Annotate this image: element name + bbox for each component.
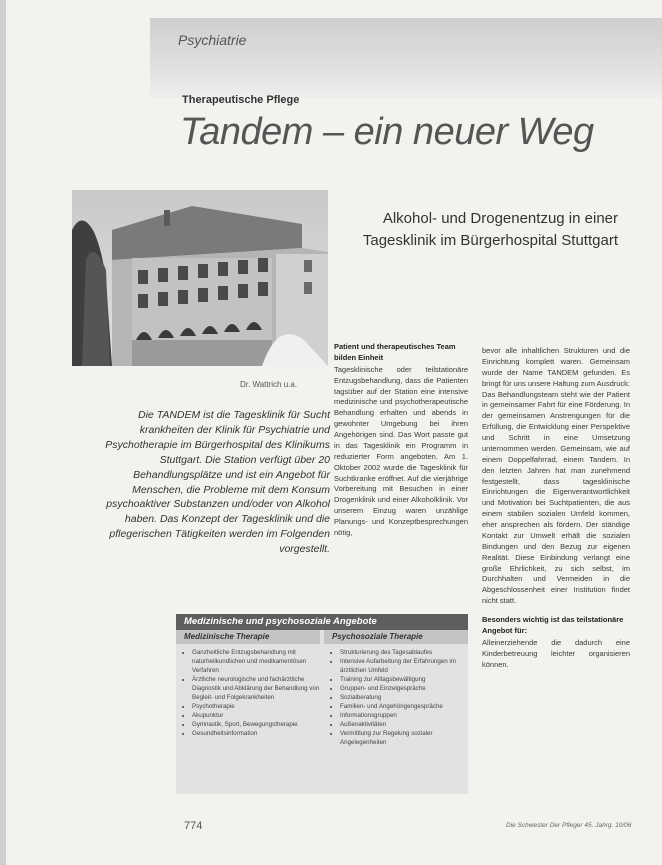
list-item: • Psychotherapie [192,703,320,712]
building-illustration [72,190,328,366]
article-heading-1: Patient und therapeutisches Team bilden Einheit [334,342,456,362]
subtitle [363,208,618,252]
article-paragraph-1: Tagesklinische oder teilstationäre Entzugsbehandlung, dass die Patienten tagsüber auf der Station eine intensive medizinische und psychotherapeutische Behandlung erhalten und abends in gewohnter Umgebung bei ihren Angehörigen sind. Das Wort passte gut in das Tagesklinik ein Programm in reduzierter Form angeboten. Am 1. Oktober 2002 wurde die Tagesklinik für Suchtkranke eröffnet. Auf die vierjährige Vorbereitung mit Besuchen in einer Drogenklinik und einer Alkoholklinik. Vor unserem Einzug waren unzählige Planungs- und Konzeptbesprechungen nötig, [334,364,468,537]
list-item: • Ärztliche neurologische und fachärztliche Diagnostik und Abklärung der Behandlung von Begleit- und Folgekrankheiten [192,676,320,703]
list-item: • Ganzheitliche Entzugsbehandlung mit naturheilkundlichen und medikamentösen Verfahren [192,649,320,676]
list-item: • Strukturierung des Tagesablaufes [340,649,468,658]
psychosocial-therapy-list [324,649,468,748]
medical-therapy-column [176,630,320,739]
article-heading-2: Besonders wichtig ist das teilstationäre Angebot für: [482,615,624,635]
offers-box-body [176,630,468,794]
page-edge [0,0,6,865]
subtitle-line-1: Alkohol- und Drogenentzug in einer [382,210,618,227]
psychosocial-therapy-column [324,630,468,748]
article-paragraph-3: Alleinerziehende die dadurch eine Kinderbetreuung leichter organisieren können. [482,637,630,669]
offers-box [176,614,468,794]
subtitle-line-2: Tagesklinik im Bürgerhospital Stuttgart [362,231,618,249]
list-item: • Außenaktivitäten [340,721,468,730]
list-item: • Informationsgruppen [340,712,468,721]
medical-therapy-list [176,649,320,739]
list-item: • Gruppen- und Einzelgespräche [340,685,468,694]
list-item: • Intensive Aufarbeitung der Erfahrungen im ärztlichen Umfeld [340,658,468,676]
list-item: • Akupunktur [192,712,320,721]
header-band [150,18,662,98]
medical-therapy-heading: Medizinische Therapie [176,630,320,644]
list-item: • Familien- und Angehörigengespräche [340,703,468,712]
list-item: • Gesundheitsinformation [192,730,320,739]
list-item: • Sozialberatung [340,694,468,703]
psychosocial-therapy-heading: Psychosoziale Therapie [324,630,468,644]
article-column-2 [334,342,468,539]
page-number: 774 [184,820,203,832]
list-item: • Training zur Alltagsbewältigung [340,676,468,685]
intro-text: Die TANDEM ist die Tagesklinik für Sucht krankheiten der Klinik für Psychiatrie und Psychotherapie im Bürgerhospital des Klinikums Stuttgart. Die Station verfügt über 20 Behandlungsplätze und ist ein Angebot für Menschen, die Probleme mit dem Konsum psychoaktiver Substanzen und/oder von Alkohol haben. Das Konzept der Tagesklinik und die pflegerischen Tätigkeiten werden im Folgenden vorgestellt. [105,409,330,556]
list-item: • Gymnastik, Sport, Bewegungstherapie [192,721,320,730]
offers-box-title: Medizinische und psychosoziale Angebote [176,614,468,630]
kicker: Therapeutische Pflege [182,94,300,106]
journal-source: Die Schwester Der Pfleger 45. Jahrg. 10/06 [506,822,632,829]
article-column-3 [482,346,630,670]
article-paragraph-2: bevor alle inhaltlichen Strukturen und die Einrichtung komplett waren. Gemeinsam wurde der Name TANDEM gefunden. Es bringt für uns unsere Haltung zum Ausdruck: Das Behandlungsteam steht wie der Patient in gemeinsamer Fahrt für eine Förderung. In der gemeinsamen Anstrengungen für die Erfüllung, die Entwicklung einer Perspektive und Schritt in eine Umsetzung unternommen werden. Gemeinsam, wie auf einem Doppelfahrrad, einem Tandem. In den letzten Jahren hat man zunehmend festgestellt, dass tagesklinische Einrichtungen die Eigenverantwortlichkeit und Motivation bei Suchtpatienten, die aus einem stabilen sozialen Umfeld kommen, eher ansprechen als fördern. Der ständige Kontakt zur Umwelt erhält die sozialen Bindungen und den Bezug zur eigenen Realität. Diese Einbindung verlangt eine große Ehrlichkeit, zu sich selbst, im Durchhalten und Vermeiden in die Abgeschlossenheit einer Institution findet nicht statt. [482,346,630,606]
building-photo [72,190,328,366]
photo-credit: Dr. Wattrich u.a. [240,380,298,389]
list-item: • Vermittlung zur Regelung sozialer Angelegenheiten [340,730,468,748]
section-label: Psychiatrie [178,32,247,48]
headline: Tandem – ein neuer Weg [180,111,594,153]
